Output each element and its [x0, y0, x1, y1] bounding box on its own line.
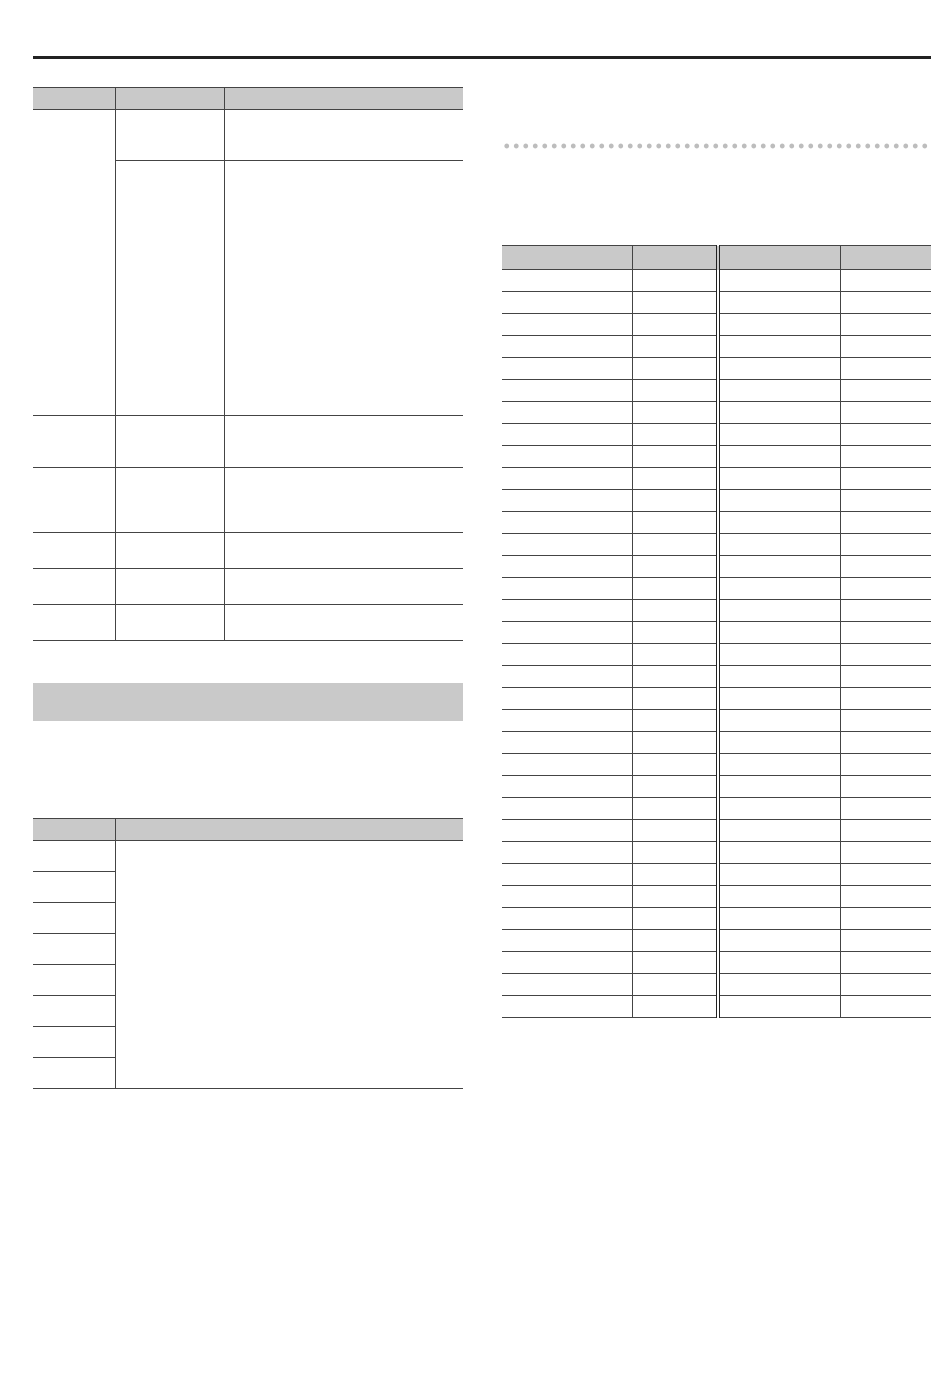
table-cell — [840, 732, 931, 754]
table-cell — [224, 569, 463, 605]
header-cell — [502, 246, 632, 270]
table-cell — [718, 908, 840, 930]
description-cell — [115, 841, 463, 1089]
header-cell — [840, 246, 931, 270]
table-cell — [840, 270, 931, 292]
table-cell — [632, 358, 718, 380]
table-cell — [718, 820, 840, 842]
table-row — [502, 930, 931, 952]
table-cell — [632, 776, 718, 798]
table-cell — [840, 776, 931, 798]
table-cell — [718, 292, 840, 314]
table-cell — [115, 161, 224, 416]
header-cell — [115, 819, 463, 841]
table-cell — [718, 688, 840, 710]
table-cell — [502, 688, 632, 710]
table-cell — [33, 605, 115, 641]
table-cell — [840, 974, 931, 996]
table-cell — [840, 314, 931, 336]
table-cell — [502, 710, 632, 732]
table-cell — [502, 820, 632, 842]
table-header-row — [33, 88, 463, 110]
table-cell — [840, 798, 931, 820]
table-cell — [115, 416, 224, 468]
table-row — [502, 270, 931, 292]
table-row — [502, 996, 931, 1018]
table-row — [502, 798, 931, 820]
table-cell — [840, 952, 931, 974]
table-row — [502, 688, 931, 710]
table-cell — [718, 446, 840, 468]
table-cell — [718, 424, 840, 446]
table-cell — [115, 605, 224, 641]
table-cell — [840, 710, 931, 732]
table-row — [502, 622, 931, 644]
table-row — [33, 416, 463, 468]
table-cell — [718, 600, 840, 622]
table-cell — [502, 424, 632, 446]
table-row — [502, 402, 931, 424]
table-row — [502, 666, 931, 688]
table-cell — [632, 578, 718, 600]
table-cell — [840, 842, 931, 864]
table-cell — [632, 622, 718, 644]
table-cell — [840, 908, 931, 930]
table-cell — [502, 644, 632, 666]
header-cell — [718, 246, 840, 270]
table-row — [502, 732, 931, 754]
table-row — [502, 886, 931, 908]
table-cell — [840, 644, 931, 666]
table-cell — [632, 732, 718, 754]
table-cell — [502, 798, 632, 820]
header-cell — [33, 819, 115, 841]
table-cell — [718, 402, 840, 424]
table-cell — [632, 292, 718, 314]
setting-table — [33, 818, 463, 1089]
table-cell — [840, 666, 931, 688]
table-cell — [33, 416, 115, 468]
table-cell — [632, 688, 718, 710]
table-cell — [718, 512, 840, 534]
table-header-row — [33, 819, 463, 841]
table-cell — [840, 820, 931, 842]
table-row — [502, 512, 931, 534]
table-cell — [718, 490, 840, 512]
list-table — [502, 245, 931, 1018]
table-cell — [224, 468, 463, 533]
table-cell — [502, 358, 632, 380]
table-cell — [840, 380, 931, 402]
table-cell — [632, 380, 718, 402]
table-row — [502, 952, 931, 974]
table-row — [33, 533, 463, 569]
table-row — [502, 776, 931, 798]
table-cell — [632, 600, 718, 622]
table-row — [502, 578, 931, 600]
table-cell — [502, 842, 632, 864]
table-row — [502, 974, 931, 996]
table-cell — [502, 864, 632, 886]
table-cell — [224, 416, 463, 468]
header-cell — [632, 246, 718, 270]
table-cell — [632, 842, 718, 864]
table-cell — [840, 578, 931, 600]
table-row — [502, 644, 931, 666]
table-cell — [840, 402, 931, 424]
table-cell — [632, 512, 718, 534]
table-cell — [718, 314, 840, 336]
table-cell — [502, 776, 632, 798]
table-cell — [224, 605, 463, 641]
table-cell — [840, 336, 931, 358]
table-cell — [632, 864, 718, 886]
table-row — [502, 908, 931, 930]
table-cell — [33, 1027, 115, 1058]
table-cell — [840, 534, 931, 556]
table-cell — [502, 600, 632, 622]
table-cell — [502, 314, 632, 336]
table-cell — [632, 556, 718, 578]
table-cell — [840, 292, 931, 314]
table-row — [502, 336, 931, 358]
table-row — [502, 314, 931, 336]
table-cell — [502, 556, 632, 578]
table-cell — [632, 886, 718, 908]
table-cell — [718, 732, 840, 754]
table-cell — [718, 270, 840, 292]
table-cell — [502, 270, 632, 292]
table-cell — [632, 270, 718, 292]
table-cell — [502, 952, 632, 974]
table-cell — [115, 569, 224, 605]
table-cell — [840, 886, 931, 908]
table-cell — [632, 336, 718, 358]
dotted-divider — [502, 143, 931, 149]
table-cell — [33, 468, 115, 533]
table-cell — [33, 533, 115, 569]
section-heading — [33, 683, 463, 721]
table-cell — [502, 292, 632, 314]
table-cell — [502, 754, 632, 776]
table-row — [502, 468, 931, 490]
table-cell — [502, 622, 632, 644]
table-cell — [718, 842, 840, 864]
table-cell — [718, 974, 840, 996]
table-cell — [840, 622, 931, 644]
table-cell — [632, 908, 718, 930]
table-row — [502, 292, 931, 314]
table-cell — [718, 710, 840, 732]
table-cell — [840, 468, 931, 490]
table-cell — [632, 468, 718, 490]
table-cell — [840, 512, 931, 534]
table-cell — [632, 710, 718, 732]
table-cell — [502, 732, 632, 754]
table-cell — [718, 886, 840, 908]
table-cell — [840, 424, 931, 446]
table-cell — [718, 534, 840, 556]
table-cell — [502, 446, 632, 468]
table-cell — [33, 569, 115, 605]
table-cell — [718, 578, 840, 600]
table-cell — [33, 965, 115, 996]
table-cell — [718, 754, 840, 776]
table-cell — [115, 533, 224, 569]
table-row — [502, 754, 931, 776]
table-cell — [33, 903, 115, 934]
table-cell — [502, 974, 632, 996]
table-cell — [224, 533, 463, 569]
table-cell — [718, 644, 840, 666]
table-cell — [718, 952, 840, 974]
table-cell — [632, 754, 718, 776]
table-cell — [502, 512, 632, 534]
table-cell — [502, 534, 632, 556]
table-row — [502, 556, 931, 578]
table-row — [502, 820, 931, 842]
parameter-table — [33, 87, 463, 641]
table-cell — [718, 336, 840, 358]
header-cell — [33, 88, 115, 110]
table-cell — [502, 578, 632, 600]
table-cell — [632, 952, 718, 974]
table-cell — [502, 380, 632, 402]
table-cell — [115, 468, 224, 533]
table-cell — [33, 934, 115, 965]
table-cell — [502, 402, 632, 424]
table-cell — [33, 872, 115, 903]
table-header-row — [502, 246, 931, 270]
table-cell — [502, 996, 632, 1018]
table-row — [502, 842, 931, 864]
table-cell — [718, 622, 840, 644]
table-cell — [840, 358, 931, 380]
table-cell — [718, 996, 840, 1018]
table-cell — [502, 666, 632, 688]
table-row — [33, 841, 463, 872]
table-cell — [632, 930, 718, 952]
table-cell — [502, 490, 632, 512]
table-cell — [840, 600, 931, 622]
page-header-rule — [33, 56, 931, 59]
table-row — [502, 600, 931, 622]
table-cell — [33, 996, 115, 1027]
table-row — [502, 358, 931, 380]
table-cell — [632, 798, 718, 820]
table-row — [502, 864, 931, 886]
table-cell — [632, 314, 718, 336]
table-cell — [840, 688, 931, 710]
table-cell — [224, 110, 463, 161]
list-table-body — [502, 270, 931, 1018]
table-row — [502, 490, 931, 512]
table-cell — [840, 996, 931, 1018]
table-cell — [840, 556, 931, 578]
table-cell — [632, 644, 718, 666]
table-cell — [632, 402, 718, 424]
table-cell — [632, 424, 718, 446]
table-cell — [33, 110, 115, 416]
table-cell — [718, 930, 840, 952]
table-row — [502, 710, 931, 732]
table-cell — [632, 490, 718, 512]
table-row — [502, 534, 931, 556]
table-cell — [718, 556, 840, 578]
table-cell — [502, 930, 632, 952]
table-cell — [632, 534, 718, 556]
table-cell — [718, 776, 840, 798]
table-cell — [115, 110, 224, 161]
table-cell — [33, 1058, 115, 1089]
table-cell — [718, 864, 840, 886]
table-cell — [840, 864, 931, 886]
table-cell — [632, 446, 718, 468]
header-cell — [115, 88, 224, 110]
table-cell — [502, 908, 632, 930]
table-cell — [840, 930, 931, 952]
table-cell — [632, 996, 718, 1018]
table-cell — [632, 666, 718, 688]
table-cell — [33, 841, 115, 872]
table-cell — [502, 336, 632, 358]
table-cell — [718, 798, 840, 820]
table-cell — [502, 886, 632, 908]
header-cell — [224, 88, 463, 110]
table-cell — [502, 468, 632, 490]
table-row — [502, 424, 931, 446]
table-row — [33, 569, 463, 605]
table-cell — [224, 161, 463, 416]
table-cell — [632, 974, 718, 996]
table-row — [33, 110, 463, 161]
table-cell — [840, 446, 931, 468]
table-row — [33, 468, 463, 533]
table-cell — [840, 754, 931, 776]
table-cell — [718, 468, 840, 490]
table-cell — [632, 820, 718, 842]
table-cell — [718, 358, 840, 380]
table-cell — [840, 490, 931, 512]
table-cell — [718, 380, 840, 402]
table-row — [502, 446, 931, 468]
table-cell — [718, 666, 840, 688]
table-row — [33, 605, 463, 641]
table-row — [502, 380, 931, 402]
